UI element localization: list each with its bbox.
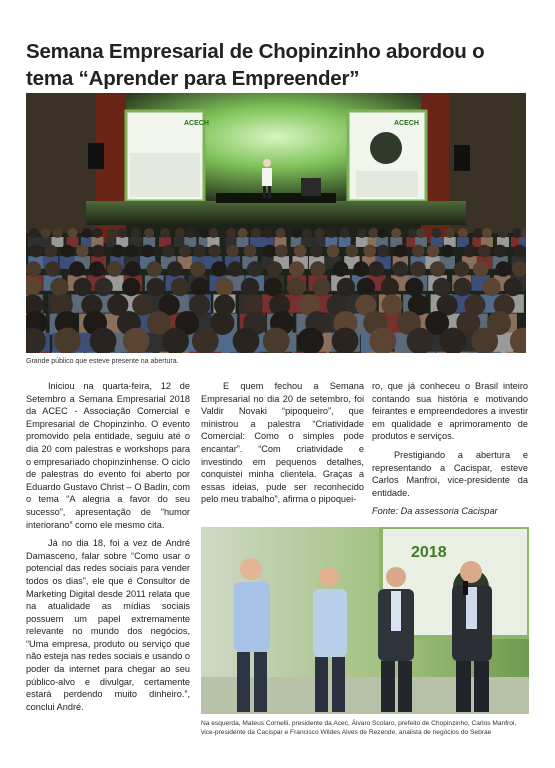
audience-member-head <box>513 245 526 258</box>
audience-member-head <box>40 228 50 238</box>
audience-member-head <box>377 228 387 238</box>
audience-member-head <box>211 261 227 277</box>
audience-member-head <box>294 245 307 258</box>
audience-member-head <box>264 278 282 296</box>
audience-member-head <box>125 245 138 258</box>
audience-member-head <box>30 245 43 258</box>
audience-member-head <box>267 261 283 277</box>
audience-member-head <box>416 228 426 238</box>
audience-member-head <box>141 245 154 258</box>
paragraph-opening: Iniciou na quarta-feira, 12 de Setembro a Semana Empresarial 2018 da ACEC - Associação Comercial e Empresarial de Chopinzinho. O evento promovido pela entidade, seguiu até o dia 20 com palestras e workshops para o empresariado chopinzinhense. O ciclo de palestras do evento foi aberto por Eduardo Gustavo Christ – O Badin, com o tema “A alegria a favor do seu sucesso”, apresentação de “humor interiorano” como ele mesmo cita. <box>26 381 190 530</box>
audience-member-head <box>244 245 257 258</box>
audience-member-head <box>453 278 471 296</box>
audience-member-head <box>131 228 141 238</box>
top-photo-caption: Grande público que esteve presente na abertura. <box>26 358 179 365</box>
audience-member-head <box>179 245 192 258</box>
audience-member-head <box>432 278 450 296</box>
audience-member-head <box>208 245 221 258</box>
audience-member-head <box>92 228 102 238</box>
left-banner <box>126 111 209 201</box>
audience-member-head <box>61 245 74 258</box>
audience-member-head <box>76 245 89 258</box>
audience-member-head <box>473 261 489 277</box>
audience-member-head <box>345 245 358 258</box>
audience-member-head <box>377 245 390 258</box>
guests-photo <box>201 527 529 714</box>
audience-member-head <box>29 228 39 238</box>
audience-member-head <box>132 294 153 315</box>
audience-member-head <box>275 228 285 238</box>
audience-member-head <box>238 228 248 238</box>
audience-member-head <box>226 245 239 258</box>
audience-member-head <box>427 245 440 258</box>
audience-member-head <box>441 245 454 258</box>
audience-member-head <box>368 261 384 277</box>
audience-member-head <box>185 228 195 238</box>
audience-member-head <box>333 261 349 277</box>
audience-member-head <box>473 228 483 238</box>
audience-member-head <box>287 278 305 296</box>
audience-member-head <box>498 228 508 238</box>
audience-member-head <box>327 245 340 258</box>
audience-member-head <box>167 261 183 277</box>
article-column-2 <box>201 380 364 512</box>
audience-photo <box>26 93 526 353</box>
right-banner-text: ACECH <box>394 120 419 127</box>
audience-member-head <box>226 228 236 238</box>
audience-member-head <box>381 294 402 315</box>
audience-member-head <box>458 228 468 238</box>
audience-member-head <box>191 278 209 296</box>
audience-member-head <box>112 245 125 258</box>
audience-member-head <box>393 261 409 277</box>
audience-member-head <box>312 278 330 296</box>
audience-member-head <box>405 278 423 296</box>
audience-member-head <box>175 228 185 238</box>
audience-member-head <box>357 228 367 238</box>
audience-member-head <box>50 278 68 296</box>
paragraph-cacispar: Prestigiando a abertura e representando a Cacispar, esteve Carlos Manfroi, vice-presidente da entidade. <box>372 449 528 498</box>
article-headline: Semana Empresarial de Chopinzinho abordou o tema “Aprender para Empreender” <box>26 39 485 90</box>
audience-member-head <box>215 278 233 296</box>
audience-member-head <box>69 261 85 277</box>
audience-member-head <box>89 261 105 277</box>
audience-member-head <box>310 261 326 277</box>
audience-member-head <box>412 245 425 258</box>
audience-member-head <box>482 278 500 296</box>
paragraph-closing-part1: E quem fechou a Semana Empresarial no dia 20 de setembro, foi Valdir Novaki “pipoqueiro”, que ministrou a palestra “Criatividade Comercial: Como o simples pode encantar”. “Com criatividade e investindo em pequenos detalhes, conquistei minha clientela. Graças a essas ideias, pude ser reconhecido pelo meu trabalho”, afirma o pipoquei- <box>201 381 364 505</box>
audience-member-head <box>147 278 165 296</box>
audience-member-head <box>381 278 399 296</box>
audience-member-head <box>144 228 154 238</box>
audience-member-head <box>463 245 476 258</box>
audience-member-head <box>430 261 446 277</box>
audience-member-head <box>193 245 206 258</box>
audience-member-head <box>275 245 288 258</box>
audience-member-head <box>337 278 355 296</box>
audience-member-head <box>363 245 376 258</box>
audience-member-head <box>494 245 507 258</box>
audience-member-head <box>45 261 61 277</box>
audience-member-head <box>394 245 407 258</box>
audience-member-head <box>162 245 175 258</box>
source-credit: Fonte: Da assessoria Cacispar <box>372 506 498 517</box>
audience-member-head <box>247 261 263 277</box>
audience-member-head <box>73 278 91 296</box>
audience-member-head <box>92 245 105 258</box>
audience-member-head <box>407 228 417 238</box>
audience-member-head <box>227 261 243 277</box>
audience-member-head <box>200 228 210 238</box>
audience-member-head <box>171 278 189 296</box>
audience-member-head <box>478 245 491 258</box>
audience-member-head <box>26 261 41 277</box>
audience-member-head <box>310 245 323 258</box>
backdrop-year: 2018 <box>411 544 447 561</box>
audience-member-head <box>94 278 112 296</box>
audience-member-head <box>504 278 522 296</box>
audience-member-head <box>107 261 123 277</box>
audience-member-head <box>289 261 305 277</box>
audience-member-head <box>340 228 350 238</box>
article-column-3 <box>372 380 528 524</box>
audience-member-head <box>315 228 325 238</box>
audience-member-head <box>326 228 336 238</box>
right-banner <box>348 111 426 201</box>
paragraph-damasceno: Já no dia 18, foi a vez de André Damasceno, falar sobre “Como usar o potencial das redes sociais para vender todos os dias”, ele que é Consultor de Marketing Digital desde 2011 relata que na atualidade as mídias sociais possuem um papel extremamente relevante no mundo dos negócios, “Uma empresa, produto ou serviço que não esteja nas redes sociais e usando o poder da internet para chegar ao seu público-alvo e divulgar, certamente estará perdendo muito dinheiro.”, conclui André. <box>26 538 190 712</box>
audience-member-head <box>107 228 117 238</box>
audience-member-head <box>292 228 302 238</box>
audience-member-head <box>512 228 522 238</box>
audience-member-head <box>368 228 378 238</box>
audience-member-head <box>67 228 77 238</box>
audience-member-body <box>356 237 368 247</box>
audience-member-head <box>122 278 140 296</box>
article-column-1 <box>26 380 190 719</box>
audience-member-head <box>445 228 455 238</box>
audience-member-head <box>432 228 442 238</box>
audience-member-head <box>241 278 259 296</box>
audience-member-head <box>82 228 92 238</box>
audience-member-head <box>190 261 206 277</box>
left-banner-text: ACECH <box>184 120 209 127</box>
audience-member-head <box>263 245 276 258</box>
audience-member-head <box>52 228 62 238</box>
audience-member-head <box>263 228 273 238</box>
audience-member-head <box>410 261 426 277</box>
audience-member-head <box>357 278 375 296</box>
audience-member-head <box>353 261 369 277</box>
audience-member-head <box>251 228 261 238</box>
audience-member-head <box>302 228 312 238</box>
audience-member-head <box>482 228 492 238</box>
audience-member-head <box>44 245 57 258</box>
bottom-photo-caption: Na esquerda, Mateus Cornelli, presidente da Acec, Álvaro Scolaro, prefeito de Chopinzinho, Carlos Manfroi, vice-presidente da Cacispar e Francisco Wildes Alves de Rezende, analista de negócios do Sebrae <box>201 720 517 736</box>
audience-member-head <box>160 228 170 238</box>
audience-member-head <box>117 228 127 238</box>
audience-member-head <box>454 261 470 277</box>
audience-member-head <box>125 261 141 277</box>
audience-member-head <box>391 228 401 238</box>
audience-member-head <box>146 261 162 277</box>
paragraph-closing-part2: ro, que já conheceu o Brasil inteiro contando sua história e motivando feirantes e empreendedores a investir em qualidade e aprimoramento de produtos e serviços. <box>372 381 528 442</box>
audience-member-head <box>208 228 218 238</box>
audience-member-head <box>495 261 511 277</box>
